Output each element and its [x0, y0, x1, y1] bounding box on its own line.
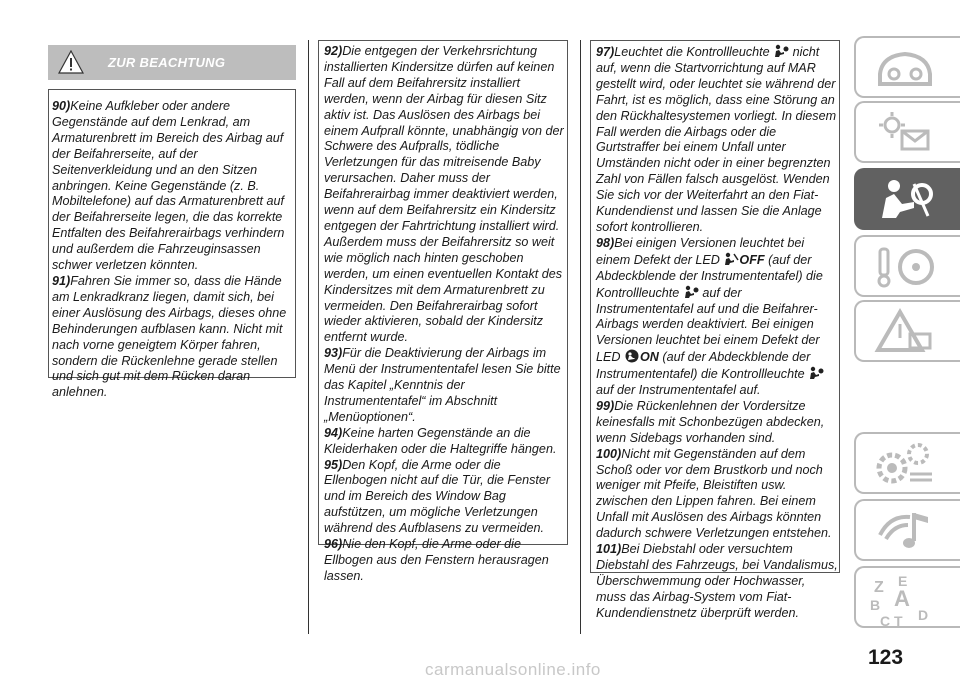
page-number: 123: [868, 646, 904, 669]
note-92: 92)Die entgegen der Verkehrsrichtung installierten Kindersitze dürfen auf keinen Fall auf dem Beifahrersitz installiert werden, wenn der Airbag für diesen Sitz aktiv ist. Das Auslösen des Airbags bei einem Aufprall könnte, unabhängig von der Schwere des Aufpralls, tödliche Verletzungen für das mitreisende Baby verursachen. Daher muss der Beifahrerairbag immer deaktiviert werden, wenn auf dem Beifahrersitz ein Kindersitz entgegen der Fahrtrichtung installiert wird. Außerdem muss der Beifahrersitz so weit wie möglich nach hinten geschoben werden, um einen eventuellen Kontakt des Kindersitzes mit dem Armaturenbrett zu vermeiden. Den Beifahrerairbag sofort wieder aktivieren, sobald der Kindersitz entfernt wurde.: [324, 44, 564, 345]
index-letter: T: [894, 613, 903, 629]
index-letter: A: [894, 586, 910, 611]
watermark: carmanualsonline.info: [425, 660, 601, 679]
tab-multimedia[interactable]: [854, 499, 960, 561]
tab-warning-lights[interactable]: [854, 101, 960, 163]
warning-header: [48, 45, 296, 80]
note-99: 99)Die Rückenlehnen der Vordersitze keinesfalls mit Schonbezügen abdecken, wenn Sidebags vorhanden sind.: [596, 398, 825, 445]
column-1: [52, 99, 292, 401]
key-steering-icon: [870, 243, 940, 291]
airbag-warning-icon: [683, 285, 699, 299]
airbag-on-icon: [624, 349, 640, 363]
airbag-warning-icon: [773, 44, 789, 58]
warning-triangle-icon: [58, 50, 84, 74]
car-dashboard-icon: [870, 44, 940, 92]
index-letter: C: [880, 613, 891, 629]
note-96: 96)Nie den Kopf, die Arme oder die Ellbogen aus den Fenstern herausragen lassen.: [324, 537, 549, 583]
warning-title: ZUR BEACHTUNG: [108, 55, 226, 70]
note-95: 95)Den Kopf, die Arme oder die Ellenbogen nicht auf die Tür, die Fenster und im Bereich des Window Bag aufstützen, um mögliche Verletzungen während des Aufblasens zu vermeiden.: [324, 457, 551, 536]
tab-starting-driving[interactable]: [854, 235, 960, 297]
tab-index[interactable]: [854, 566, 960, 628]
index-letter: D: [918, 607, 929, 623]
multimedia-note-icon: [870, 507, 940, 555]
note-98: 98)Bei einigen Versionen leuchtet bei einem Defekt der LED OFF (auf der Abdeckblende der Instrumententafel) die Kontrollleuchte auf der Instrumententafel auf und die Beifahrer-Airbags werden deaktiviert. Bei einigen Versionen leuchtet bei einem Defekt der LED ON (auf der Abdeckblende der Instrumententafel) die Kontrollleuchte auf der Instrumententafel auf.: [596, 235, 823, 398]
tab-emergency[interactable]: [854, 300, 960, 362]
note-91: 91)Fahren Sie immer so, dass die Hände am Lenkradkranz liegen, damit sich, bei einer Auslösung des Airbags, dieses ohne Behinderungen aufblasen kann. Nicht mit nach vorne geneigtem Körper fahren, sondern die Rückenlehne gerade stellen und sich gut mit dem Rücken daran anlehnen.: [52, 273, 287, 400]
note-101: 101)Bei Diebstahl oder versuchtem Diebstahl des Fahrzeugs, bei Vandalismus, Überschwemmung oder Hochwasser, muss das Airbag-System vom Fiat-Kundendienstnetz überprüft werden.: [596, 542, 838, 620]
index-letters-icon: [870, 574, 950, 630]
column-2: [324, 44, 566, 585]
note-97: 97)Leuchtet die Kontrollleuchte nicht auf, wenn die Startvorrichtung auf MAR gestellt wird, oder leuchtet sie während der Fahrt, ist es möglich, dass eine Störung an den Rückhaltesystemen vorliegt. In diesem Fall werden die Airbags oder die Gurtstraffer bei einem Unfall unter Umständen nicht oder in einer begrenzten Zahl von Fällen falsch ausgelöst. Wenden Sie sich vor der Weiterfahrt an den Fiat-Kundendienst und lassen Sie die Anlage sofort kontrollieren.: [596, 45, 837, 234]
seat-airbag-icon: [870, 176, 940, 224]
emergency-road-icon: [870, 308, 940, 356]
column-3: [596, 44, 838, 622]
warning-lights-icon: [870, 109, 940, 157]
tab-safety[interactable]: [854, 168, 960, 230]
note-100: 100)Nicht mit Gegenständen auf dem Schoß oder vor dem Brustkorb und noch weniger mit Pfeife, Bleistiften usw. zwischen den Lippen fahren. Bei einem Unfall mit Auslösen des Airbags könnten dadurch schwere Verletzungen entstehen.: [596, 446, 832, 541]
column-divider: [580, 40, 581, 634]
tab-maintenance[interactable]: [854, 432, 960, 494]
column-divider: [308, 40, 309, 634]
airbag-warning-icon: [808, 366, 824, 380]
note-94: 94)Keine harten Gegenstände an die Kleiderhaken oder die Haltegriffe hängen.: [324, 425, 557, 456]
index-letter: B: [870, 597, 881, 613]
index-letter: E: [898, 574, 908, 589]
note-90: 90)Keine Aufkleber oder andere Gegenstände auf dem Lenkrad, am Armaturenbrett im Bereich des Airbag auf der Beifahrerseite, auf der Seitenverkleidung und an den Sitzen anbringen. Keine Gegenstände (z. B. Mobiltelefone) auf das Armaturenbrett auf der Beifahrerseite legen, die das korrekte Entfalten des Beifahrerairbags verhindern und außerdem die Fahrzeuginsassen schwer verletzen könnten.: [52, 99, 285, 273]
tab-dashboard[interactable]: [854, 36, 960, 98]
index-letter: Z: [874, 579, 884, 596]
gears-maintenance-icon: [870, 440, 940, 488]
note-93: 93)Für die Deaktivierung der Airbags im Menü der Instrumententafel lesen Sie bitte das Kapitel „Kenntnis der Instrumententafel“ im Abschnitt „Menüoptionen“.: [324, 346, 561, 424]
airbag-off-icon: [723, 252, 739, 266]
